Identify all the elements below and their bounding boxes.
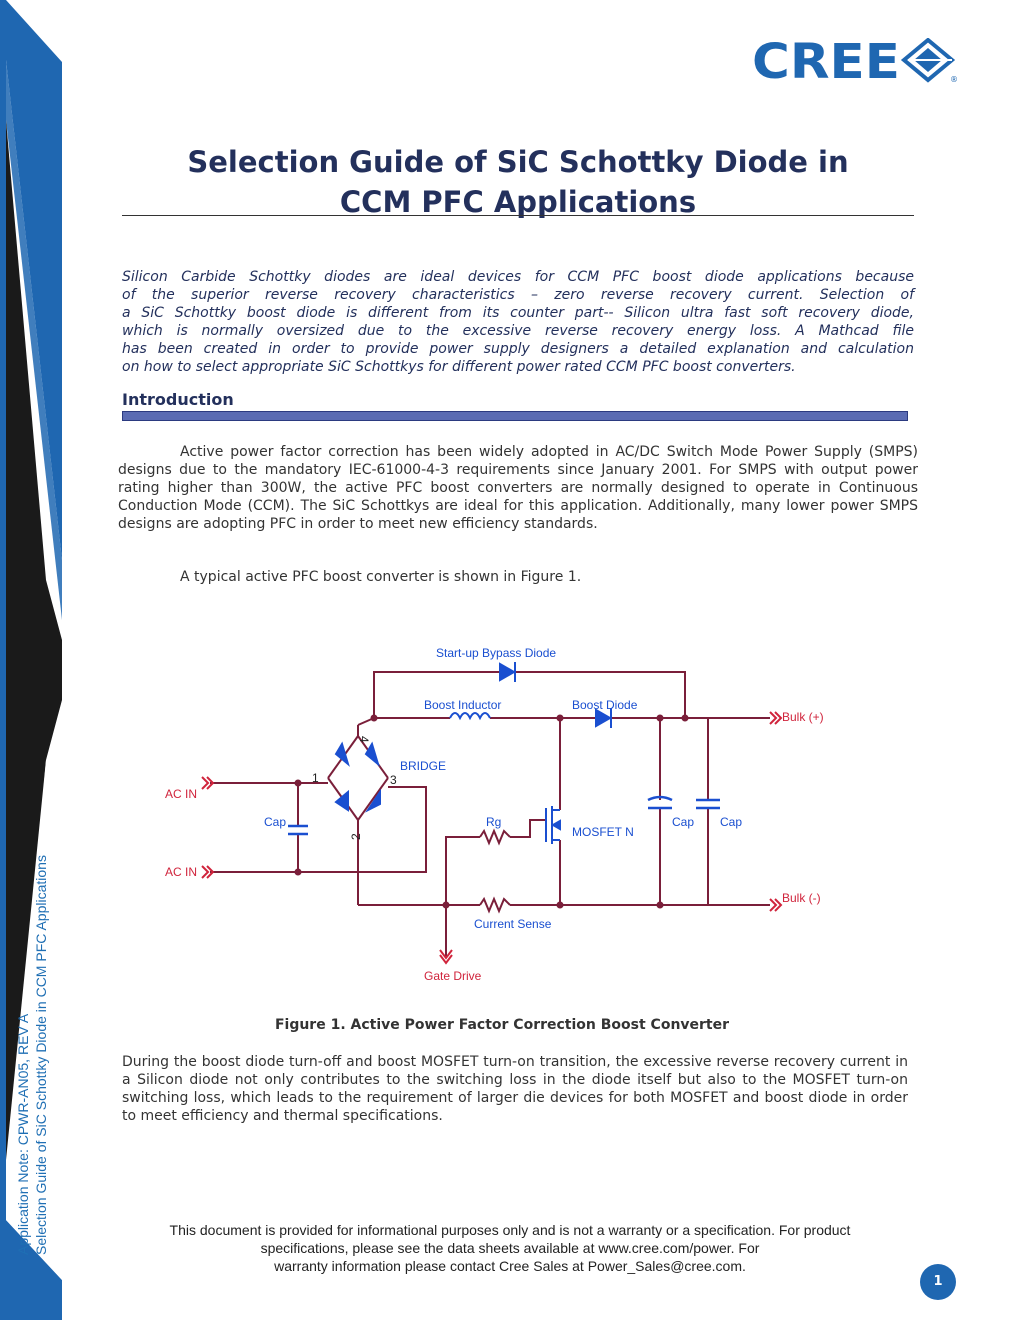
label-startup-bypass: Start-up Bypass Diode [436, 646, 557, 660]
abstract-line: on how to select appropriate SiC Schottkys for different power rated CCM PFC boost converters. [122, 359, 796, 375]
footer-line2: specifications, please see the data sheets available at www.cree.com/power. For [260, 1240, 760, 1256]
label-pin2: 2 [349, 833, 363, 840]
label-ac-in-1: AC IN [165, 787, 198, 801]
label-bridge: BRIDGE [400, 759, 447, 773]
title-line1: Selection Guide of SiC Schottky Diode in [187, 145, 849, 179]
label-rg: Rg [486, 815, 502, 829]
label-pin4: 4 [357, 736, 371, 743]
label-cap-input: Cap [264, 815, 287, 829]
label-pin3: 3 [390, 773, 397, 787]
footer-disclaimer [122, 1221, 898, 1275]
label-pin1: 1 [312, 771, 319, 785]
abstract [122, 268, 914, 376]
label-gate-drive: Gate Drive [424, 969, 482, 983]
abstract-line: which is normally oversized due to the excessive reverse recovery energy loss. A Mathcad file [122, 323, 914, 339]
intro-paragraph: Active power factor correction has been widely adopted in AC/DC Switch Mode Power Supply (SMPS) designs due to the mandatory IEC-61000-4-3 requirements since January 2001. For SMPS with output power rating higher than 300W, the active PFC boost converters are normally designed to operate in Continuous Conduction Mode (CCM). The SiC Schottkys are ideal for this application. Additionally, many lower power SMPS designs are adopting PFC in order to meet new efficiency standards. [118, 444, 918, 532]
label-bulk-minus: Bulk (-) [782, 891, 821, 905]
logo-registered-mark: ® [950, 75, 958, 84]
sidebar-note [14, 815, 50, 1255]
capacitor-icons [288, 797, 720, 834]
label-cap-out1: Cap [672, 815, 695, 829]
section-heading: Introduction [122, 390, 234, 409]
schematic-parts [336, 662, 611, 810]
abstract-line: of the superior reverse recovery characteristics – zero reverse recovery current. Selection of [122, 287, 914, 303]
label-mosfet: MOSFET N [572, 825, 634, 839]
label-bulk-plus: Bulk (+) [782, 710, 824, 724]
logo-diamond-icon [904, 40, 952, 80]
figure-caption: Figure 1. Active Power Factor Correction Boost Converter [274, 1017, 730, 1033]
mosfet-icon [546, 806, 560, 844]
label-boost-diode: Boost Diode [572, 698, 638, 712]
title-line2: CCM PFC Applications [339, 185, 697, 219]
logo-text: CREE [752, 38, 900, 84]
footer-line3: warranty information please contact Cree Sales at Power_Sales@cree.com. [274, 1258, 746, 1274]
title-rule [122, 215, 914, 216]
cree-logo [752, 38, 960, 84]
abstract-line: a SiC Schottky boost diode is different from its counter part-- Silicon ultra fast soft recovery diode, [122, 305, 914, 321]
page-number-badge: 1 [920, 1264, 956, 1300]
sidebar-note-line2: Selection Guide of SiC Schottky Diode in CCM PFC Applications [33, 855, 49, 1255]
label-current-sense: Current Sense [474, 917, 552, 931]
pfc-schematic [150, 640, 850, 985]
sidebar-note-line1: Application Note: CPWR-AN05, REV A [15, 1013, 31, 1255]
label-ac-in-2: AC IN [165, 865, 198, 879]
footer-line1: This document is provided for informational purposes only and is not a warranty or a specification. For product [169, 1222, 851, 1238]
abstract-line: has been created in order to provide power supply designers a detailed explanation and calculation [122, 341, 914, 357]
page-title [122, 142, 914, 222]
boost-inductor-icon [450, 713, 490, 718]
figure-intro-paragraph: A typical active PFC boost converter is shown in Figure 1. [180, 569, 582, 585]
label-cap-out2: Cap [720, 815, 743, 829]
body-paragraph: During the boost diode turn-off and boost MOSFET turn-on transition, the excessive reverse recovery current in a Silicon diode not only contributes to the switching loss in the diode itself but also to the MOSFET turn-on switching loss, which leads to the requirement of larger die devices for both MOSFET and boost diode in order to meet efficiency and thermal specifications. [122, 1054, 908, 1124]
section-bar [122, 411, 908, 421]
resistor-icons [480, 831, 510, 911]
abstract-line: Silicon Carbide Schottky diodes are ideal devices for CCM PFC boost diode applications because [122, 269, 914, 285]
label-boost-inductor: Boost Inductor [424, 698, 502, 712]
